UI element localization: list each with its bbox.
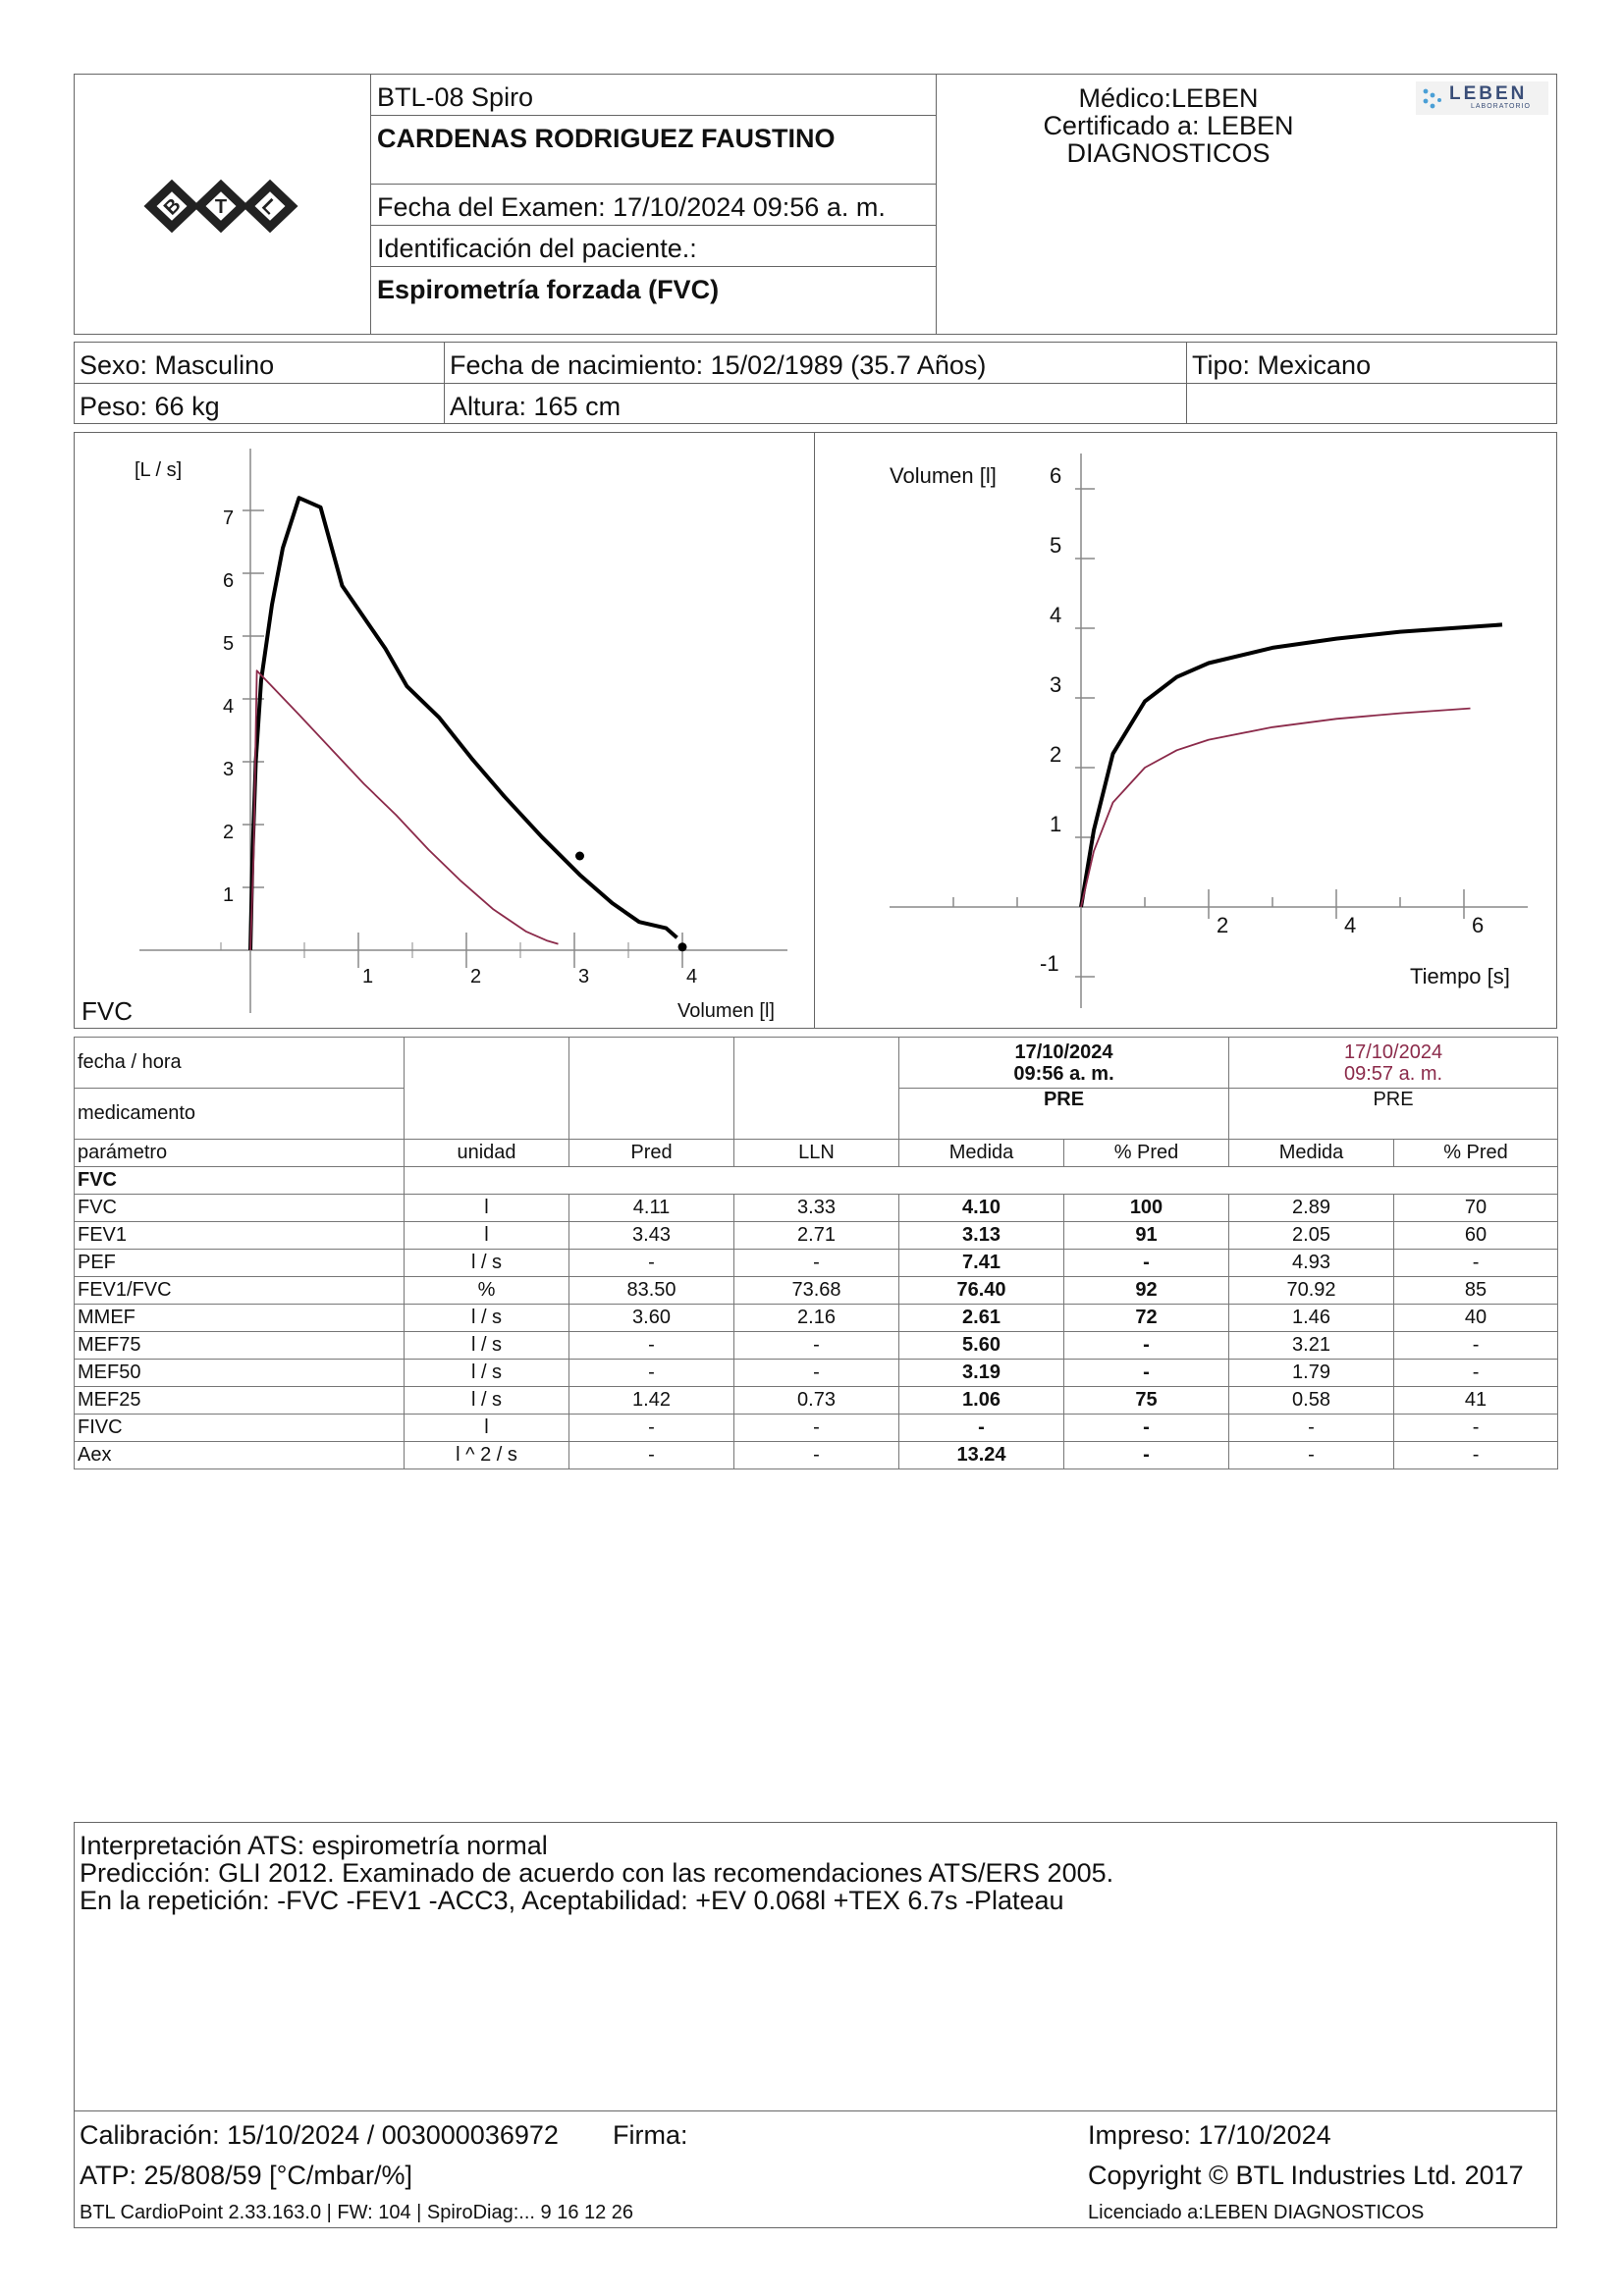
lln: 3.33 bbox=[734, 1195, 899, 1222]
lln: - bbox=[734, 1360, 899, 1387]
header-unit: unidad bbox=[405, 1140, 569, 1167]
header-lln: LLN bbox=[734, 1140, 899, 1167]
pred: - bbox=[569, 1250, 734, 1277]
interpretation-text bbox=[80, 1832, 1113, 1914]
series-pre-trial2 bbox=[250, 670, 559, 950]
pct-pred-2: - bbox=[1394, 1332, 1558, 1360]
atp: ATP: 25/808/59 [°C/mbar/%] bbox=[80, 2161, 412, 2190]
header-pct-pred-2: % Pred bbox=[1394, 1140, 1558, 1167]
flow-volume-chart bbox=[76, 434, 812, 1027]
x-tick-label: 3 bbox=[578, 966, 590, 988]
pred: - bbox=[569, 1332, 734, 1360]
y-tick-label: 3 bbox=[223, 759, 235, 780]
btl-logo bbox=[142, 162, 299, 250]
device-name: BTL-08 Spiro bbox=[377, 82, 534, 112]
unit: l bbox=[405, 1195, 569, 1222]
series-pre-trial1 bbox=[1081, 624, 1502, 907]
leben-logo bbox=[1416, 81, 1548, 115]
lln: - bbox=[734, 1250, 899, 1277]
trial1-time: 09:56 a. m. bbox=[1013, 1062, 1114, 1085]
lln: 0.73 bbox=[734, 1387, 899, 1415]
trial2-date: 17/10/2024 bbox=[1343, 1041, 1443, 1063]
unit: l ^ 2 / s bbox=[405, 1442, 569, 1469]
lln: - bbox=[734, 1442, 899, 1469]
volume-time-chart bbox=[816, 434, 1555, 1027]
measured-2: - bbox=[1229, 1415, 1394, 1442]
param-name: MMEF bbox=[75, 1305, 405, 1332]
unit: l / s bbox=[405, 1332, 569, 1360]
interpretation-line1: Interpretación ATS: espirometría normal bbox=[80, 1831, 548, 1860]
y-tick-label: 2 bbox=[1050, 742, 1062, 767]
doctor-name: Médico:LEBEN bbox=[1078, 83, 1259, 113]
pct-pred-1: - bbox=[1064, 1415, 1229, 1442]
trial2-state: PRE bbox=[1229, 1089, 1558, 1140]
x-axis-label: Volumen [l] bbox=[677, 1000, 775, 1022]
x-tick-label: 1 bbox=[362, 966, 374, 988]
y-tick-label: 1 bbox=[223, 884, 235, 906]
measured-2: 1.46 bbox=[1229, 1305, 1394, 1332]
sex: Sexo: Masculino bbox=[80, 350, 275, 380]
measured-2: 3.21 bbox=[1229, 1332, 1394, 1360]
measured-1: 2.61 bbox=[899, 1305, 1064, 1332]
trial1-datetime bbox=[899, 1038, 1229, 1089]
y-tick-label: -1 bbox=[1040, 951, 1059, 976]
param-name: FEV1/FVC bbox=[75, 1277, 405, 1305]
pct-pred-1: - bbox=[1064, 1360, 1229, 1387]
param-name: MEF50 bbox=[75, 1360, 405, 1387]
pct-pred-2: 85 bbox=[1394, 1277, 1558, 1305]
licensed-to: Licenciado a:LEBEN DIAGNOSTICOS bbox=[1088, 2202, 1425, 2223]
y-tick-label: 2 bbox=[223, 822, 235, 843]
y-axis-label: [L / s] bbox=[135, 459, 183, 481]
x-tick-label: 4 bbox=[1344, 913, 1357, 937]
interpretation-line2: Predicción: GLI 2012. Examinado de acuerdo con las recomendaciones ATS/ERS 2005. bbox=[80, 1858, 1114, 1888]
table-row bbox=[75, 1387, 1558, 1415]
trial2-datetime bbox=[1229, 1038, 1558, 1089]
x-tick-label: 2 bbox=[1217, 913, 1229, 937]
unit: l / s bbox=[405, 1250, 569, 1277]
measured-2: 4.93 bbox=[1229, 1250, 1394, 1277]
trial1-state: PRE bbox=[899, 1089, 1229, 1140]
interpretation-line3: En la repetición: -FVC -FEV1 -ACC3, Aceptabilidad: +EV 0.068l +TEX 6.7s -Plateau bbox=[80, 1886, 1064, 1915]
pred: 83.50 bbox=[569, 1277, 734, 1305]
leben-sub: LABORATORIO bbox=[1471, 103, 1531, 110]
measured-1: 76.40 bbox=[899, 1277, 1064, 1305]
param-name: PEF bbox=[75, 1250, 405, 1277]
header-pct-pred-1: % Pred bbox=[1064, 1140, 1229, 1167]
measured-1: 3.19 bbox=[899, 1360, 1064, 1387]
x-tick-label: 6 bbox=[1472, 913, 1485, 937]
param-name: FIVC bbox=[75, 1415, 405, 1442]
end-marker bbox=[575, 852, 584, 861]
y-axis-label: Volumen [l] bbox=[890, 463, 997, 488]
weight: Peso: 66 kg bbox=[80, 392, 220, 421]
unit: l bbox=[405, 1222, 569, 1250]
svg-text:L: L bbox=[257, 194, 282, 219]
y-tick-label: 1 bbox=[1050, 812, 1062, 836]
leben-brand: LEBEN bbox=[1449, 83, 1528, 104]
measured-1: 13.24 bbox=[899, 1442, 1064, 1469]
lln: - bbox=[734, 1332, 899, 1360]
param-name: FEV1 bbox=[75, 1222, 405, 1250]
pred: - bbox=[569, 1415, 734, 1442]
pred: 1.42 bbox=[569, 1387, 734, 1415]
table-row bbox=[75, 1195, 1558, 1222]
pred: 4.11 bbox=[569, 1195, 734, 1222]
pct-pred-1: - bbox=[1064, 1332, 1229, 1360]
pct-pred-1: - bbox=[1064, 1442, 1229, 1469]
test-type: Espirometría forzada (FVC) bbox=[377, 275, 720, 304]
measured-1: 7.41 bbox=[899, 1250, 1064, 1277]
pct-pred-2: 41 bbox=[1394, 1387, 1558, 1415]
medicamento-label: medicamento bbox=[75, 1089, 405, 1140]
measured-2: 2.89 bbox=[1229, 1195, 1394, 1222]
header-param: parámetro bbox=[75, 1140, 405, 1167]
pct-pred-1: 75 bbox=[1064, 1387, 1229, 1415]
pct-pred-2: 70 bbox=[1394, 1195, 1558, 1222]
trial1-date: 17/10/2024 bbox=[1014, 1041, 1113, 1063]
pct-pred-2: 60 bbox=[1394, 1222, 1558, 1250]
header-measured-2: Medida bbox=[1229, 1140, 1394, 1167]
table-row bbox=[75, 1277, 1558, 1305]
signature-label: Firma: bbox=[613, 2120, 688, 2150]
header-measured-1: Medida bbox=[899, 1140, 1064, 1167]
table-row bbox=[75, 1415, 1558, 1442]
results-table bbox=[74, 1037, 1558, 1469]
measured-2: 1.79 bbox=[1229, 1360, 1394, 1387]
table-row bbox=[75, 1442, 1558, 1469]
unit: l bbox=[405, 1415, 569, 1442]
copyright: Copyright © BTL Industries Ltd. 2017 bbox=[1088, 2161, 1524, 2190]
certified-line2: DIAGNOSTICOS bbox=[1066, 138, 1271, 168]
y-tick-label: 6 bbox=[223, 570, 235, 592]
end-marker bbox=[678, 942, 687, 951]
y-tick-label: 6 bbox=[1050, 463, 1062, 488]
exam-date: Fecha del Examen: 17/10/2024 09:56 a. m. bbox=[377, 192, 886, 222]
y-tick-label: 4 bbox=[223, 696, 235, 718]
measured-2: 70.92 bbox=[1229, 1277, 1394, 1305]
unit: l / s bbox=[405, 1360, 569, 1387]
table-row bbox=[75, 1305, 1558, 1332]
pct-pred-2: 40 bbox=[1394, 1305, 1558, 1332]
patient-type: Tipo: Mexicano bbox=[1192, 350, 1372, 380]
x-tick-label: 2 bbox=[470, 966, 482, 988]
unit: l / s bbox=[405, 1387, 569, 1415]
patient-id: Identificación del paciente.: bbox=[377, 234, 697, 263]
chart-title: FVC bbox=[81, 996, 133, 1026]
table-row bbox=[75, 1250, 1558, 1277]
measured-1: 3.13 bbox=[899, 1222, 1064, 1250]
fecha-label: fecha / hora bbox=[75, 1038, 405, 1089]
pred: - bbox=[569, 1360, 734, 1387]
certified-line1: Certificado a: LEBEN bbox=[1043, 111, 1294, 140]
pct-pred-2: - bbox=[1394, 1360, 1558, 1387]
measured-1: 4.10 bbox=[899, 1195, 1064, 1222]
y-tick-label: 3 bbox=[1050, 672, 1062, 697]
svg-text:T: T bbox=[214, 196, 228, 218]
section-label: FVC bbox=[75, 1167, 405, 1195]
printed-date: Impreso: 17/10/2024 bbox=[1088, 2120, 1331, 2150]
pred: 3.60 bbox=[569, 1305, 734, 1332]
unit: l / s bbox=[405, 1305, 569, 1332]
pct-pred-2: - bbox=[1394, 1442, 1558, 1469]
measured-2: 2.05 bbox=[1229, 1222, 1394, 1250]
unit: % bbox=[405, 1277, 569, 1305]
pct-pred-2: - bbox=[1394, 1415, 1558, 1442]
doctor-block bbox=[982, 84, 1355, 167]
param-name: Aex bbox=[75, 1442, 405, 1469]
pct-pred-1: 91 bbox=[1064, 1222, 1229, 1250]
x-axis-label: Tiempo [s] bbox=[1410, 964, 1510, 988]
pred: 3.43 bbox=[569, 1222, 734, 1250]
birth-date: Fecha de nacimiento: 15/02/1989 (35.7 Años) bbox=[450, 350, 987, 380]
measured-2: 0.58 bbox=[1229, 1387, 1394, 1415]
patient-name: CARDENAS RODRIGUEZ FAUSTINO bbox=[377, 124, 836, 153]
lln: 73.68 bbox=[734, 1277, 899, 1305]
pct-pred-1: 100 bbox=[1064, 1195, 1229, 1222]
pred: - bbox=[569, 1442, 734, 1469]
pct-pred-1: 72 bbox=[1064, 1305, 1229, 1332]
calibration: Calibración: 15/10/2024 / 003000036972 bbox=[80, 2120, 559, 2150]
y-tick-label: 7 bbox=[223, 507, 235, 529]
lln: 2.16 bbox=[734, 1305, 899, 1332]
pct-pred-1: 92 bbox=[1064, 1277, 1229, 1305]
measured-1: 5.60 bbox=[899, 1332, 1064, 1360]
pct-pred-2: - bbox=[1394, 1250, 1558, 1277]
height: Altura: 165 cm bbox=[450, 392, 622, 421]
measured-1: - bbox=[899, 1415, 1064, 1442]
y-tick-label: 4 bbox=[1050, 603, 1062, 627]
x-tick-label: 4 bbox=[686, 966, 698, 988]
pct-pred-1: - bbox=[1064, 1250, 1229, 1277]
table-row bbox=[75, 1360, 1558, 1387]
svg-text:B: B bbox=[159, 193, 186, 220]
param-name: MEF25 bbox=[75, 1387, 405, 1415]
series-pre-trial2 bbox=[1081, 709, 1471, 907]
lln: - bbox=[734, 1415, 899, 1442]
measured-2: - bbox=[1229, 1442, 1394, 1469]
param-name: MEF75 bbox=[75, 1332, 405, 1360]
y-tick-label: 5 bbox=[223, 633, 235, 655]
table-row bbox=[75, 1222, 1558, 1250]
measured-1: 1.06 bbox=[899, 1387, 1064, 1415]
header-pred: Pred bbox=[569, 1140, 734, 1167]
lln: 2.71 bbox=[734, 1222, 899, 1250]
param-name: FVC bbox=[75, 1195, 405, 1222]
software-version: BTL CardioPoint 2.33.163.0 | FW: 104 | SpiroDiag:... 9 16 12 26 bbox=[80, 2202, 634, 2223]
trial2-time: 09:57 a. m. bbox=[1343, 1062, 1443, 1085]
y-tick-label: 5 bbox=[1050, 533, 1062, 558]
table-row bbox=[75, 1332, 1558, 1360]
